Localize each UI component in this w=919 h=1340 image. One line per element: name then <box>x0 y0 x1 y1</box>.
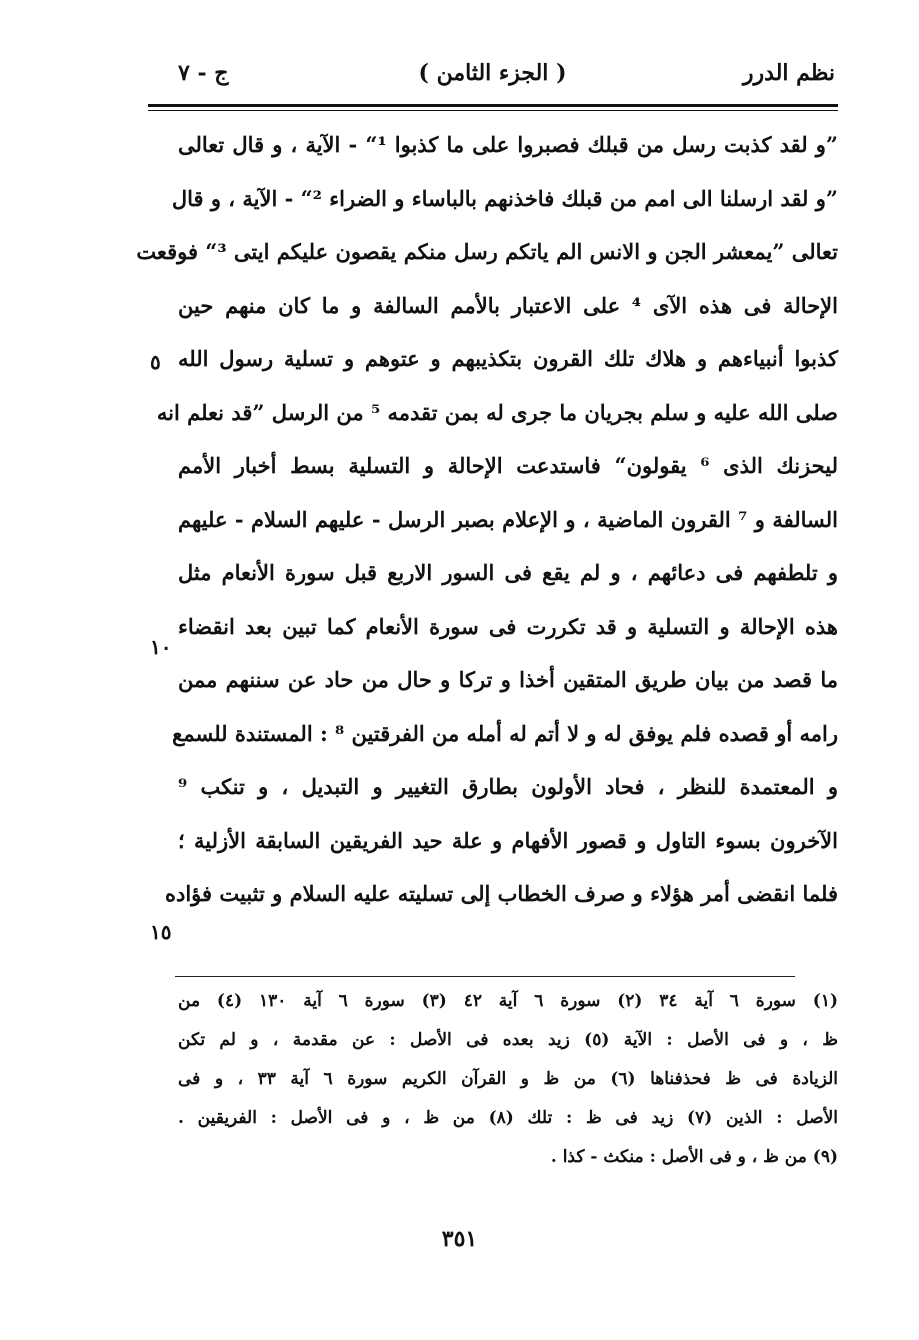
footnotes <box>178 982 838 1177</box>
volume-reference: ج - ٧ <box>178 60 229 86</box>
text-line-11: ما قصد من بيان طريق المتقين أخذا و تركا و حال من حاد عن سننهم ممن <box>178 667 838 692</box>
text-line-4: الإحالة فى هذه الآى ⁴ على الاعتبار بالأمم السالفة و ما كان منهم حين <box>178 292 838 318</box>
text-line-13: و المعتمدة للنظر ، فحاد الأولون بطارق التغيير و التبديل ، و تنكب ⁹ <box>178 774 838 799</box>
header-rule-thin <box>148 110 838 111</box>
footnote-line-5: (٩) من ظ ، و فى الأصل : منكث - كذا . <box>550 1147 838 1167</box>
page-number: ٣٥١ <box>441 1226 478 1252</box>
text-line-5: كذبوا أنبياءهم و هلاك تلك القرون بتكذيبهم و عتوهم و تسلية رسول الله <box>178 346 838 371</box>
text-line-10: هذه الإحالة و التسلية و قد تكررت فى سورة الأنعام كما تبين بعد انقضاء <box>178 613 838 639</box>
text-line-8: السالفة و ⁷ القرون الماضية ، و الإعلام بصبر الرسل - عليهم السلام - عليهم <box>178 506 838 532</box>
footnote-line-1: (١) سورة ٦ آية ٣٤ (٢) سورة ٦ آية ٤٢ (٣) سورة ٦ آية ١٣٠ (٤) من <box>178 991 838 1011</box>
running-header <box>150 52 835 96</box>
footnote-line-4: الأصل : الذين (٧) زيد فى ظ : تلك (٨) من ظ ، و فى الأصل : الفريقين . <box>178 1108 838 1128</box>
text-line-1: ”و لقد كذبت رسل من قبلك فصبروا على ما كذبوا ¹“ - الآية ، و قال تعالى <box>178 132 839 157</box>
footnote-separator <box>175 976 795 977</box>
text-line-6: صلى الله عليه و سلم بجريان ما جرى له بمن تقدمه ⁵ من الرسل ”قد نعلم انه <box>156 399 838 425</box>
text-line-2: ”و لقد ارسلنا الى امم من قبلك فاخذنهم بالباساء و الضراء ²“ - الآية ، و قال <box>171 185 838 211</box>
footnote-line-3: الزيادة فى ظ فحذفناها (٦) من ظ و القرآن الكريم سورة ٦ آية ٣٣ ، و فى <box>178 1069 839 1089</box>
book-title: نظم الدرر <box>742 60 835 86</box>
line-number-5: ٥ <box>150 350 161 374</box>
line-number-15: ١٥ <box>150 920 172 944</box>
footnote-line-2: ظ ، و فى الأصل : الآية (٥) زيد بعده فى الأصل : عن مقدمة ، و لم تكن <box>178 1030 838 1050</box>
text-line-9: و تلطفهم فى دعائهم ، و لم يقع فى السور الاربع قبل سورة الأنعام مثل <box>178 560 838 585</box>
text-line-7: ليحزنك الذى ⁶ يقولون“ فاستدعت الإحالة و التسلية بسط أخبار الأمم <box>178 453 838 478</box>
text-line-3: تعالى ”يمعشر الجن و الانس الم ياتكم رسل منكم يقصون عليكم ايتى ³“ فوقعت <box>136 239 838 264</box>
line-number-10: ١٠ <box>150 635 172 659</box>
text-line-15: فلما انقضى أمر هؤلاء و صرف الخطاب إلى تسليته عليه السلام و تثبيت فؤاده <box>164 881 838 906</box>
header-rule-thick <box>148 104 838 107</box>
text-line-12: رامه أو قصده فلم يوفق له و لا أتم له أمله من الفرقتين ⁸ : المستندة للسمع <box>172 720 838 746</box>
text-line-14: الآخرون بسوء التاول و قصور الأفهام و علة حيد الفريقين السابقة الأزلية ؛ <box>178 827 838 853</box>
part-title: ( الجزء الثامن ) <box>418 60 567 86</box>
